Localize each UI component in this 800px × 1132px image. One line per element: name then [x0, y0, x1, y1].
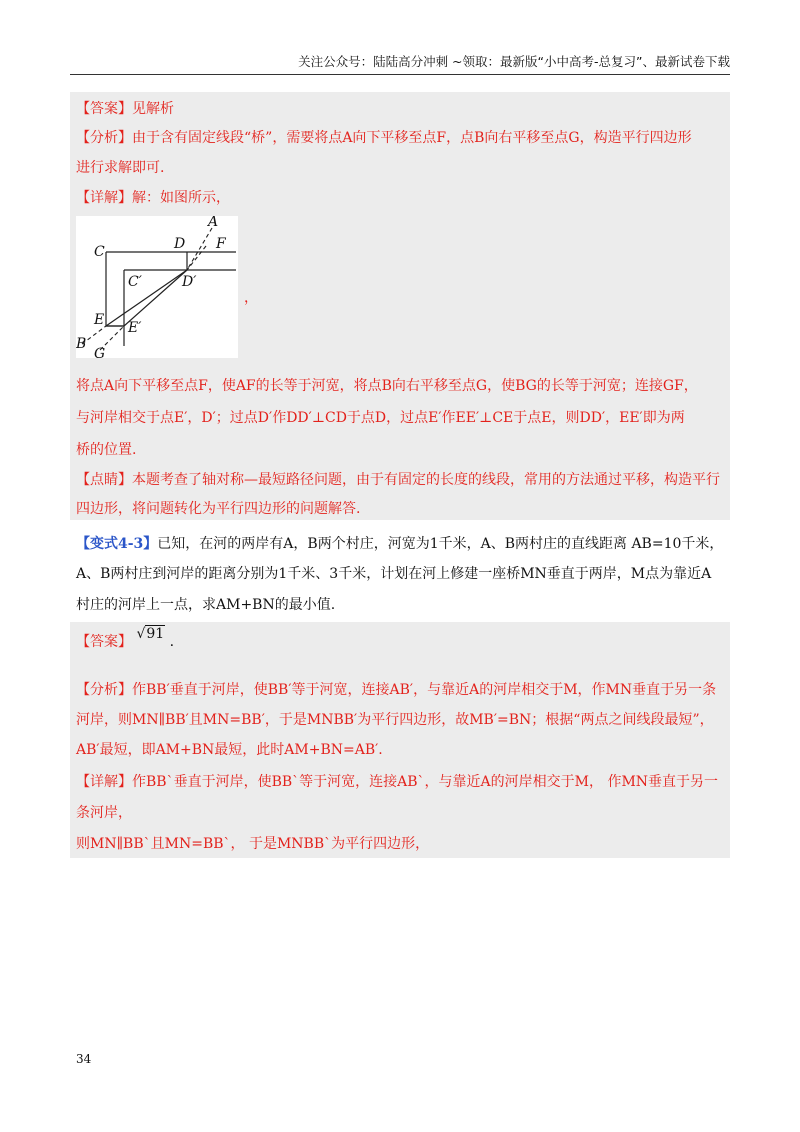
label-b: B: [76, 336, 87, 352]
label-e: E: [94, 312, 105, 328]
question-text-1: 已知，在河的两岸有A，B两个村庄，河宽为1千米，A、B两村庄的直线距离 AB=10千米，: [157, 536, 724, 552]
detail-row-q2-3: [76, 834, 429, 854]
analysis-row-q2-1: [76, 680, 716, 700]
sqrt-answer: √91: [136, 626, 165, 642]
comment-text-cont: 四边形，将问题转化为平行四边形的问题解答.: [76, 501, 361, 517]
analysis-row-2: [76, 158, 164, 178]
analysis-row-q2-3: [76, 740, 383, 760]
analysis-tag: 【分析】: [76, 130, 132, 146]
comment-text: 本题考查了轴对称—最短路径问题，由于有固定的长度的线段，常用的方法通过平移，构造平行: [132, 472, 720, 488]
detail-text-3: 桥的位置.: [76, 442, 137, 458]
detail-row-2: [76, 376, 698, 396]
label-ep: E′: [128, 320, 142, 336]
answer-row-2: [76, 626, 175, 652]
bridge-figure: [76, 216, 238, 358]
label-d: D: [174, 236, 186, 252]
detail-tag-2: 【详解】: [76, 774, 132, 790]
answer-tag: 【答案】: [76, 101, 132, 117]
figure-comma: ，: [244, 290, 258, 306]
question-row-1: [76, 534, 723, 554]
dashed-f: [187, 246, 206, 270]
detail-row-3: [76, 408, 685, 428]
analysis-row-1: [76, 128, 692, 148]
page-header: [70, 52, 730, 75]
detail-intro: 解：如图所示，: [132, 190, 230, 206]
page-number: 34: [76, 1052, 92, 1066]
label-dp: D′: [182, 274, 197, 290]
analysis-q2-text-3: AB′最短，即AM+BN最短，此时AM+BN=AB′.: [76, 742, 383, 758]
header-text: 关注公众号：陆陆高分冲刺 ~领取：最新版“小中高考-总复习”、最新试卷下载: [298, 54, 730, 69]
label-a: A: [208, 216, 219, 230]
detail-text-2: 与河岸相交于点E′，D′；过点D′作DD′⊥CD于点D，过点E′作EE′⊥CE于点E，则DD′，EE′即为两: [76, 410, 685, 426]
question-text-3: 村庄的河岸上一点，求AM+BN的最小值.: [76, 597, 336, 613]
detail-q2-text-3: 则MN∥BB`且MN=BB`， 于是MNBB`为平行四边形，: [76, 836, 430, 852]
dashed-af: [187, 228, 212, 270]
segment-ed: [106, 270, 187, 326]
comment-row-2: [76, 499, 360, 519]
detail-row-q2-2: [76, 803, 132, 823]
comment-tag: 【点睛】: [76, 472, 132, 488]
answer-text: 见解析: [132, 101, 174, 117]
analysis-q2-text-1: 作BB′垂直于河岸，使BB′等于河宽，连接AB′，与靠近A的河岸相交于M，作MN垂直于另一条: [132, 682, 717, 698]
label-cp: C′: [128, 274, 142, 290]
question-row-3: [76, 595, 335, 615]
sqrt-radicand: 91: [146, 626, 165, 642]
bridge-diagram: [76, 216, 238, 358]
detail-q2-text-1: 作BB`垂直于河岸，使BB`等于河宽，连接AB`，与靠近A的河岸相交于M， 作MN垂直于另一: [132, 774, 719, 790]
comment-row-1: [76, 470, 720, 490]
detail-tag: 【详解】: [76, 190, 132, 206]
detail-row-q2-1: [76, 772, 718, 792]
analysis-q2-text-2: 河岸，则MN∥BB′且MN=BB′，于是MNBB′为平行四边形，故MB′=BN；根据“两点之间线段最短”，: [76, 712, 714, 728]
question-text-2: A、B两村庄到河岸的距离分别为1千米、3千米，计划在河上修建一座桥MN垂直于两岸，M点为靠近A: [76, 566, 712, 582]
label-c: C: [94, 244, 105, 260]
answer-dot: .: [169, 634, 175, 650]
variant-tag: 【变式4-3】: [76, 536, 158, 552]
question-row-2: [76, 564, 711, 584]
analysis-text: 由于含有固定线段“桥”，需要将点A向下平移至点F，点B向右平移至点G，构造平行四边形: [132, 130, 692, 146]
answer-tag-2: 【答案】: [76, 634, 132, 650]
detail-q2-text-2: 条河岸，: [76, 805, 132, 821]
analysis-tag-2: 【分析】: [76, 682, 132, 698]
detail-row-4: [76, 440, 136, 460]
answer-row-1: [76, 99, 174, 119]
detail-row-1: [76, 188, 230, 208]
label-f: F: [216, 236, 226, 252]
detail-text-1: 将点A向下平移至点F，使AF的长等于河宽，将点B向右平移至点G，使BG的长等于河宽；连接GF，: [76, 378, 698, 394]
analysis-row-q2-2: [76, 710, 714, 730]
analysis-text-cont: 进行求解即可.: [76, 160, 165, 176]
label-g: G: [94, 346, 106, 358]
